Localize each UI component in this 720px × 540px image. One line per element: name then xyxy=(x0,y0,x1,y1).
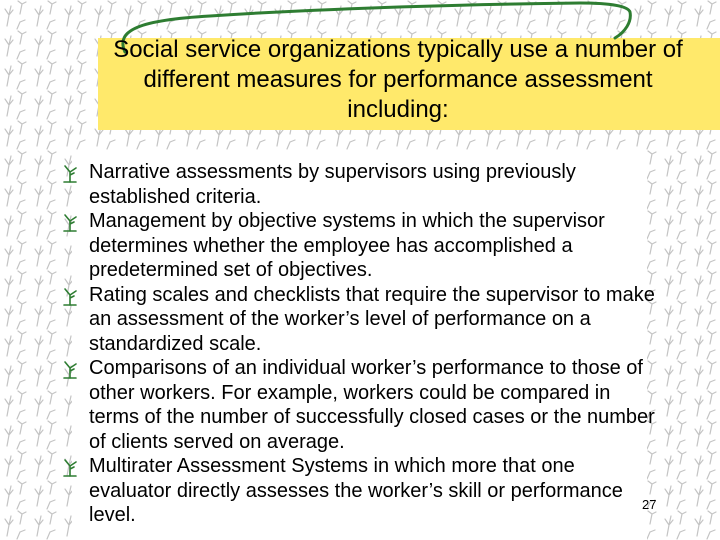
twig-bullet-icon xyxy=(60,457,80,477)
slide-title: Social service organizations typically use a number of different measures for performance assessment including: xyxy=(113,36,683,123)
twig-bullet-icon xyxy=(60,286,80,306)
bullet-item xyxy=(60,356,660,454)
bullet-text: Multirater Assessment Systems in which more that one evaluator directly assesses the worker’s skill or performance level. xyxy=(89,455,623,526)
bullet-item xyxy=(60,209,660,283)
bullet-text: Rating scales and checklists that require the supervisor to make an assessment of the worker’s level of performance on a standardized scale. xyxy=(89,283,655,355)
bullet-text: Management by objective systems in which the supervisor determines whether the employee has accomplished a predetermined set of objectives. xyxy=(89,210,605,281)
bullet-list xyxy=(60,160,660,528)
twig-bullet-icon xyxy=(60,212,80,232)
twig-bullet-icon xyxy=(60,359,80,379)
bullet-text: Narrative assessments by supervisors using previously established criteria. xyxy=(89,161,576,208)
bullet-item xyxy=(60,454,660,528)
bullet-item xyxy=(60,283,660,357)
bullet-text: Comparisons of an individual worker’s performance to those of other workers. For example, workers could be compared in terms of the number of successfully closed cases or the number of clients served on average. xyxy=(89,357,655,453)
twig-bullet-icon xyxy=(60,163,80,183)
page-number: 27 xyxy=(642,497,657,512)
bullet-item xyxy=(60,160,660,209)
